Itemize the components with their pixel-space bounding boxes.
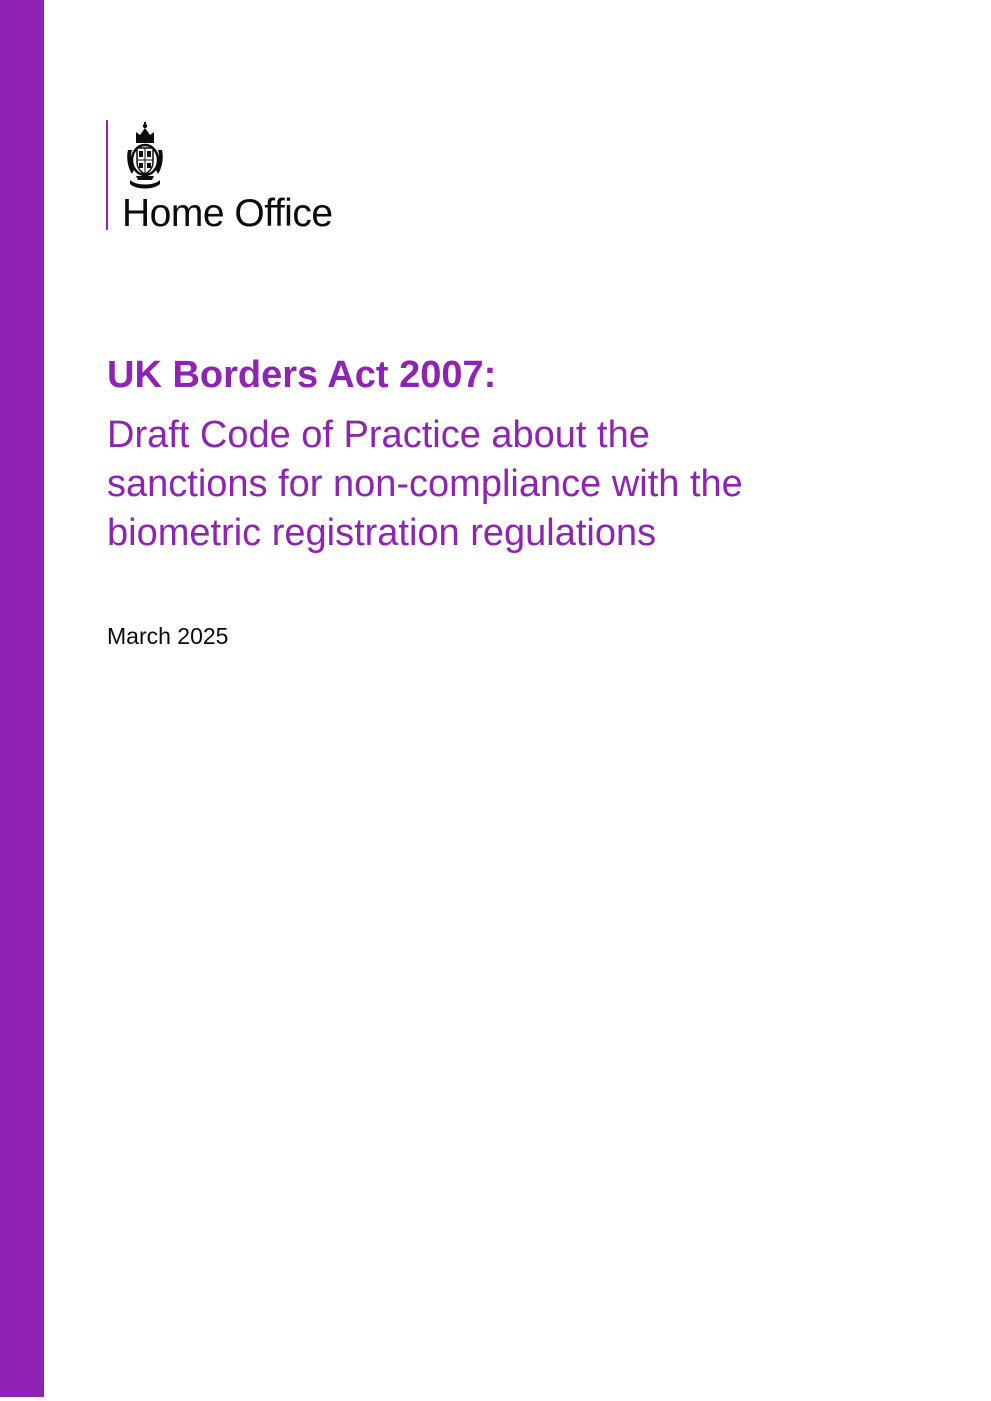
home-office-logo xyxy=(106,120,406,235)
subtitle-line: biometric registration regulations xyxy=(107,512,657,554)
publication-date: March 2025 xyxy=(107,623,229,649)
side-color-band xyxy=(0,0,44,1397)
document-subtitle xyxy=(107,411,907,558)
royal-coat-of-arms-icon xyxy=(122,120,168,192)
document-title: UK Borders Act 2007: xyxy=(107,354,497,396)
organisation-name: Home Office xyxy=(122,192,333,235)
subtitle-line: sanctions for non-compliance with the xyxy=(107,463,743,505)
logo-rule xyxy=(106,120,108,230)
subtitle-line: Draft Code of Practice about the xyxy=(107,414,650,456)
